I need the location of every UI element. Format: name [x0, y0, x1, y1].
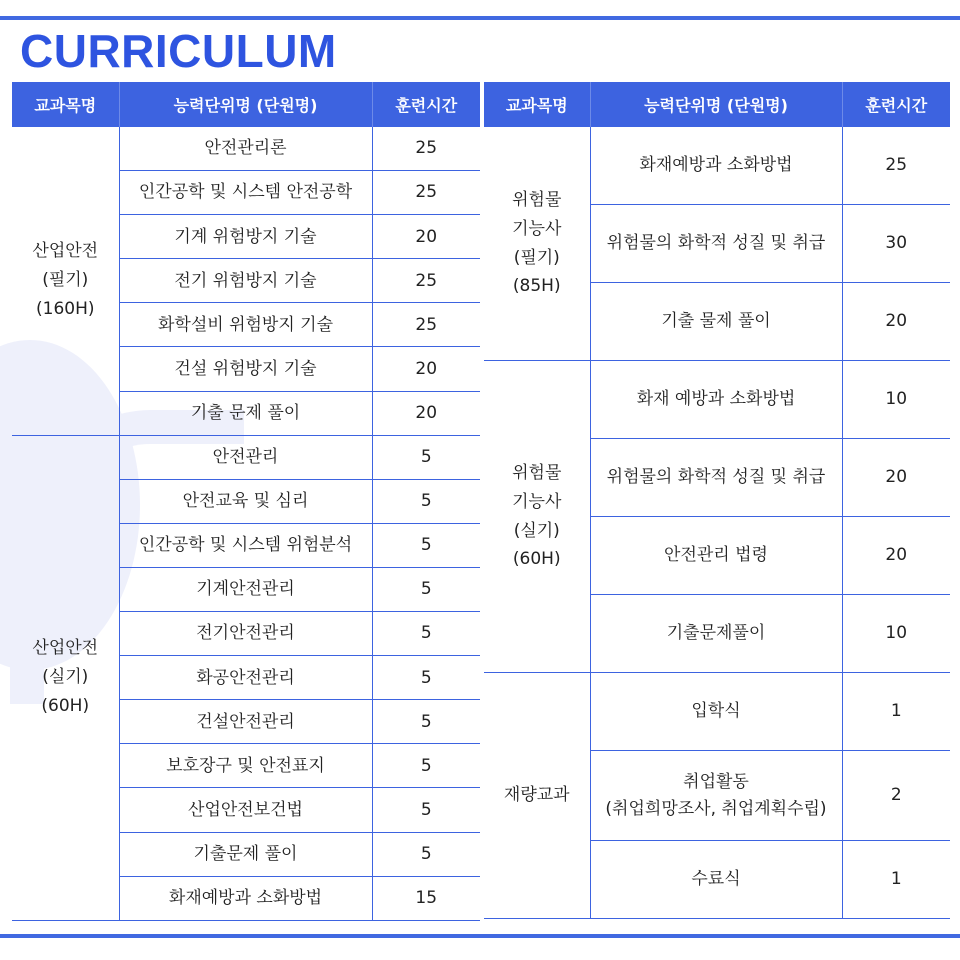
- subject-line: (60H): [41, 696, 90, 717]
- subject-line: (160H): [36, 299, 95, 320]
- hours-cell: 5: [372, 435, 480, 479]
- subject-line: 위험물: [512, 189, 562, 210]
- hours-cell: 25: [842, 127, 950, 205]
- unit-cell: 화재예방과 소화방법: [119, 876, 372, 920]
- hours-cell: 5: [372, 612, 480, 656]
- hours-cell: 20: [372, 391, 480, 435]
- unit-cell: 기출문제풀이: [590, 595, 842, 673]
- curriculum-table-right: [484, 82, 950, 919]
- hours-cell: 25: [372, 259, 480, 303]
- table-header-row: [12, 82, 480, 127]
- unit-cell: 안전관리론: [119, 127, 372, 171]
- unit-cell: 기계안전관리: [119, 567, 372, 611]
- subject-cell: [484, 127, 590, 361]
- header-hours: 훈련시간: [842, 82, 950, 127]
- header-hours: 훈련시간: [372, 82, 480, 127]
- unit-cell: 화공안전관리: [119, 656, 372, 700]
- unit-cell: 기계 위험방지 기술: [119, 215, 372, 259]
- header-unit: 능력단위명 (단원명): [119, 82, 372, 127]
- unit-cell: 안전관리: [119, 435, 372, 479]
- hours-cell: 25: [372, 171, 480, 215]
- subject-cell: [12, 435, 119, 920]
- hours-cell: 20: [842, 517, 950, 595]
- subject-cell: [12, 127, 119, 436]
- unit-cell: [590, 751, 842, 841]
- table-row: [484, 673, 950, 751]
- unit-cell: 위험물의 화학적 성질 및 취급: [590, 205, 842, 283]
- unit-cell: 인간공학 및 시스템 안전공학: [119, 171, 372, 215]
- unit-line: 취업활동: [683, 772, 749, 793]
- hours-cell: 25: [372, 127, 480, 171]
- hours-cell: 20: [842, 439, 950, 517]
- subject-line: 기능사: [512, 218, 562, 239]
- unit-cell: 인간공학 및 시스템 위험분석: [119, 523, 372, 567]
- subject-line: 산업안전: [32, 241, 99, 262]
- unit-cell: 건설 위험방지 기술: [119, 347, 372, 391]
- header-subject: 교과목명: [484, 82, 590, 127]
- hours-cell: 15: [372, 876, 480, 920]
- hours-cell: 5: [372, 479, 480, 523]
- hours-cell: 20: [842, 283, 950, 361]
- curriculum-table-left: [12, 82, 480, 921]
- unit-cell: 화재예방과 소화방법: [590, 127, 842, 205]
- unit-cell: 위험물의 화학적 성질 및 취급: [590, 439, 842, 517]
- subject-line: (필기): [513, 247, 560, 268]
- unit-cell: 전기 위험방지 기술: [119, 259, 372, 303]
- unit-cell: 전기안전관리: [119, 612, 372, 656]
- unit-cell: 건설안전관리: [119, 700, 372, 744]
- table-row: [484, 127, 950, 205]
- hours-cell: 1: [842, 673, 950, 751]
- subject-line: (60H): [512, 549, 561, 570]
- table-row: [12, 127, 480, 171]
- hours-cell: 2: [842, 751, 950, 841]
- unit-cell: 화재 예방과 소화방법: [590, 361, 842, 439]
- unit-cell: 안전교육 및 심리: [119, 479, 372, 523]
- hours-cell: 1: [842, 841, 950, 919]
- hours-cell: 25: [372, 303, 480, 347]
- subject-line: (필기): [42, 270, 89, 291]
- subject-line: 기능사: [512, 491, 562, 512]
- subject-line: (실기): [42, 667, 89, 688]
- hours-cell: 30: [842, 205, 950, 283]
- table-header-row: [484, 82, 950, 127]
- subject-line: 위험물: [512, 462, 562, 483]
- subject-line: (실기): [513, 520, 560, 541]
- header-subject: 교과목명: [12, 82, 119, 127]
- unit-cell: 기출문제 풀이: [119, 832, 372, 876]
- unit-cell: 기출 문제 풀이: [119, 391, 372, 435]
- unit-cell: 기출 물제 풀이: [590, 283, 842, 361]
- hours-cell: 5: [372, 744, 480, 788]
- unit-cell: 안전관리 법령: [590, 517, 842, 595]
- unit-subline: (취업희망조사, 취업계획수립): [605, 798, 827, 819]
- subject-line: 산업안전: [32, 638, 99, 659]
- hours-cell: 5: [372, 523, 480, 567]
- subject-line: 재량교과: [503, 785, 570, 806]
- unit-cell: 수료식: [590, 841, 842, 919]
- unit-cell: 입학식: [590, 673, 842, 751]
- hours-cell: 20: [372, 347, 480, 391]
- page-title: CURRICULUM: [20, 25, 337, 77]
- unit-cell: 화학설비 위험방지 기술: [119, 303, 372, 347]
- hours-cell: 5: [372, 656, 480, 700]
- hours-cell: 5: [372, 788, 480, 832]
- bottom-accent-bar: [0, 934, 960, 938]
- subject-cell: [484, 673, 590, 919]
- header-unit: 능력단위명 (단원명): [590, 82, 842, 127]
- hours-cell: 5: [372, 700, 480, 744]
- subject-line: (85H): [512, 276, 561, 297]
- table-row: [12, 435, 480, 479]
- unit-cell: 보호장구 및 안전표지: [119, 744, 372, 788]
- subject-cell: [484, 361, 590, 673]
- unit-cell: 산업안전보건법: [119, 788, 372, 832]
- table-row: [484, 361, 950, 439]
- top-accent-bar: [0, 16, 960, 20]
- hours-cell: 20: [372, 215, 480, 259]
- hours-cell: 5: [372, 567, 480, 611]
- hours-cell: 10: [842, 595, 950, 673]
- hours-cell: 5: [372, 832, 480, 876]
- hours-cell: 10: [842, 361, 950, 439]
